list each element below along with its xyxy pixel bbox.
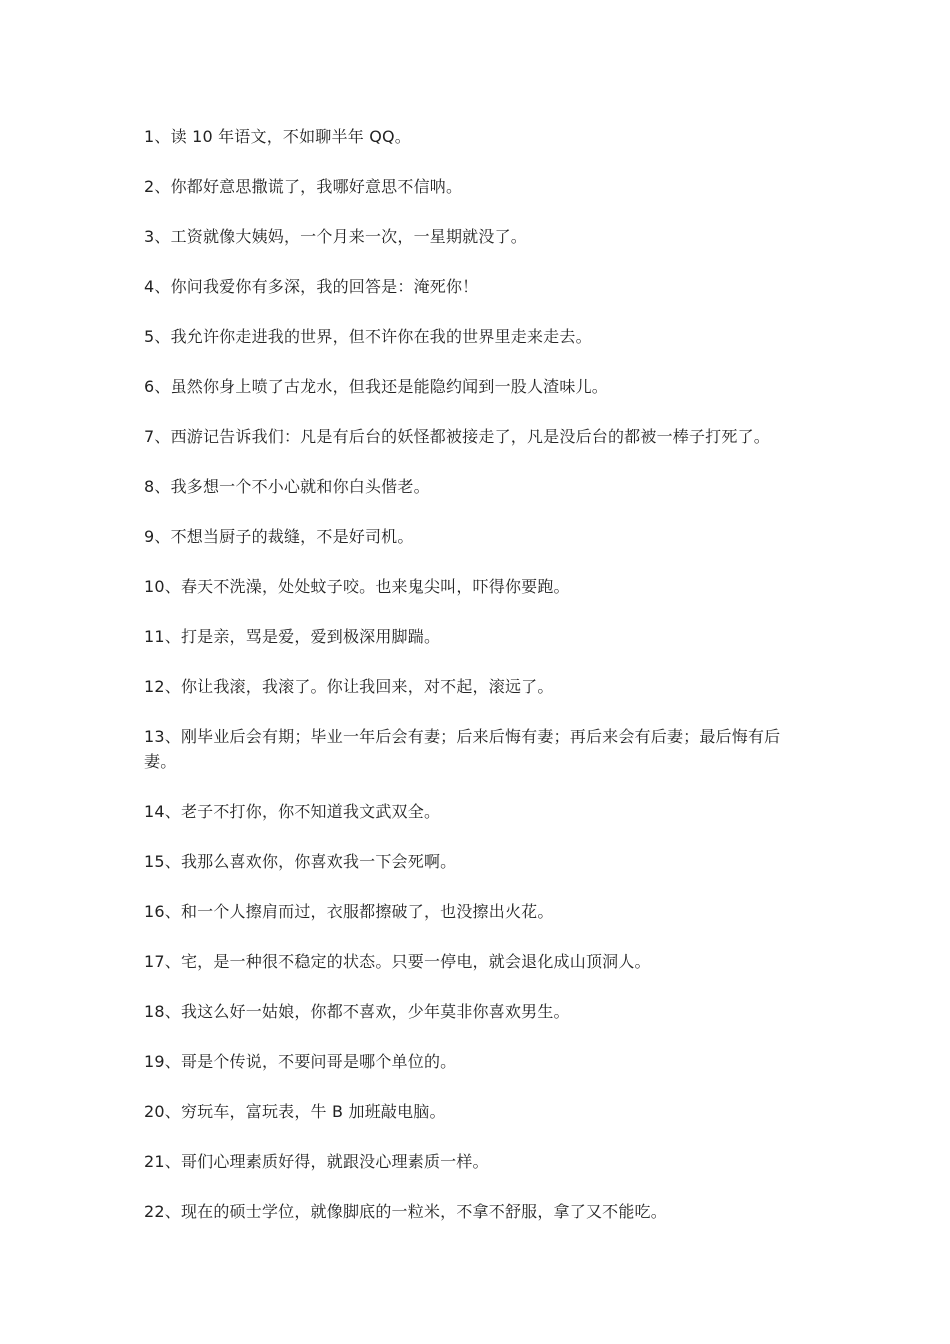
list-item: 9、不想当厨子的裁缝，不是好司机。 [144, 527, 414, 546]
list-item: 2、你都好意思撒谎了，我哪好意思不信呐。 [144, 177, 463, 196]
list-item: 21、哥们心理素质好得，就跟没心理素质一样。 [144, 1152, 489, 1171]
list-item: 22、现在的硕士学位，就像脚底的一粒米，不拿不舒服，拿了又不能吃。 [144, 1202, 667, 1221]
list-item: 3、工资就像大姨妈，一个月来一次，一星期就没了。 [144, 227, 527, 246]
list-item: 8、我多想一个不小心就和你白头偕老。 [144, 477, 430, 496]
list-item: 15、我那么喜欢你，你喜欢我一下会死啊。 [144, 852, 457, 871]
list-item: 7、西游记告诉我们：凡是有后台的妖怪都被接走了，凡是没后台的都被一棒子打死了。 [144, 427, 770, 446]
list-item: 11、打是亲，骂是爱，爱到极深用脚踹。 [144, 627, 441, 646]
list-item: 14、老子不打你，你不知道我文武双全。 [144, 802, 441, 821]
list-item: 19、哥是个传说，不要问哥是哪个单位的。 [144, 1052, 457, 1071]
list-item: 5、我允许你走进我的世界，但不许你在我的世界里走来走去。 [144, 327, 592, 346]
list-item: 6、虽然你身上喷了古龙水，但我还是能隐约闻到一股人渣味儿。 [144, 377, 608, 396]
list-item: 1、读 10 年语文，不如聊半年 QQ。 [144, 127, 411, 146]
list-item: 17、宅，是一种很不稳定的状态。只要一停电，就会退化成山顶洞人。 [144, 952, 651, 971]
joke-list [144, 124, 808, 1249]
list-item: 20、穷玩车，富玩表，牛 B 加班敲电脑。 [144, 1102, 446, 1121]
list-item: 16、和一个人擦肩而过，衣服都擦破了，也没擦出火花。 [144, 902, 554, 921]
list-item: 10、春天不洗澡，处处蚊子咬。也来鬼尖叫，吓得你要跑。 [144, 577, 570, 596]
list-item: 13、刚毕业后会有期；毕业一年后会有妻；后来后悔有妻；再后来会有后妻；最后悔有后妻。 [144, 727, 781, 771]
list-item: 12、你让我滚，我滚了。你让我回来，对不起，滚远了。 [144, 677, 554, 696]
list-item: 4、你问我爱你有多深，我的回答是：淹死你！ [144, 277, 479, 296]
list-item: 18、我这么好一姑娘，你都不喜欢，少年莫非你喜欢男生。 [144, 1002, 570, 1021]
